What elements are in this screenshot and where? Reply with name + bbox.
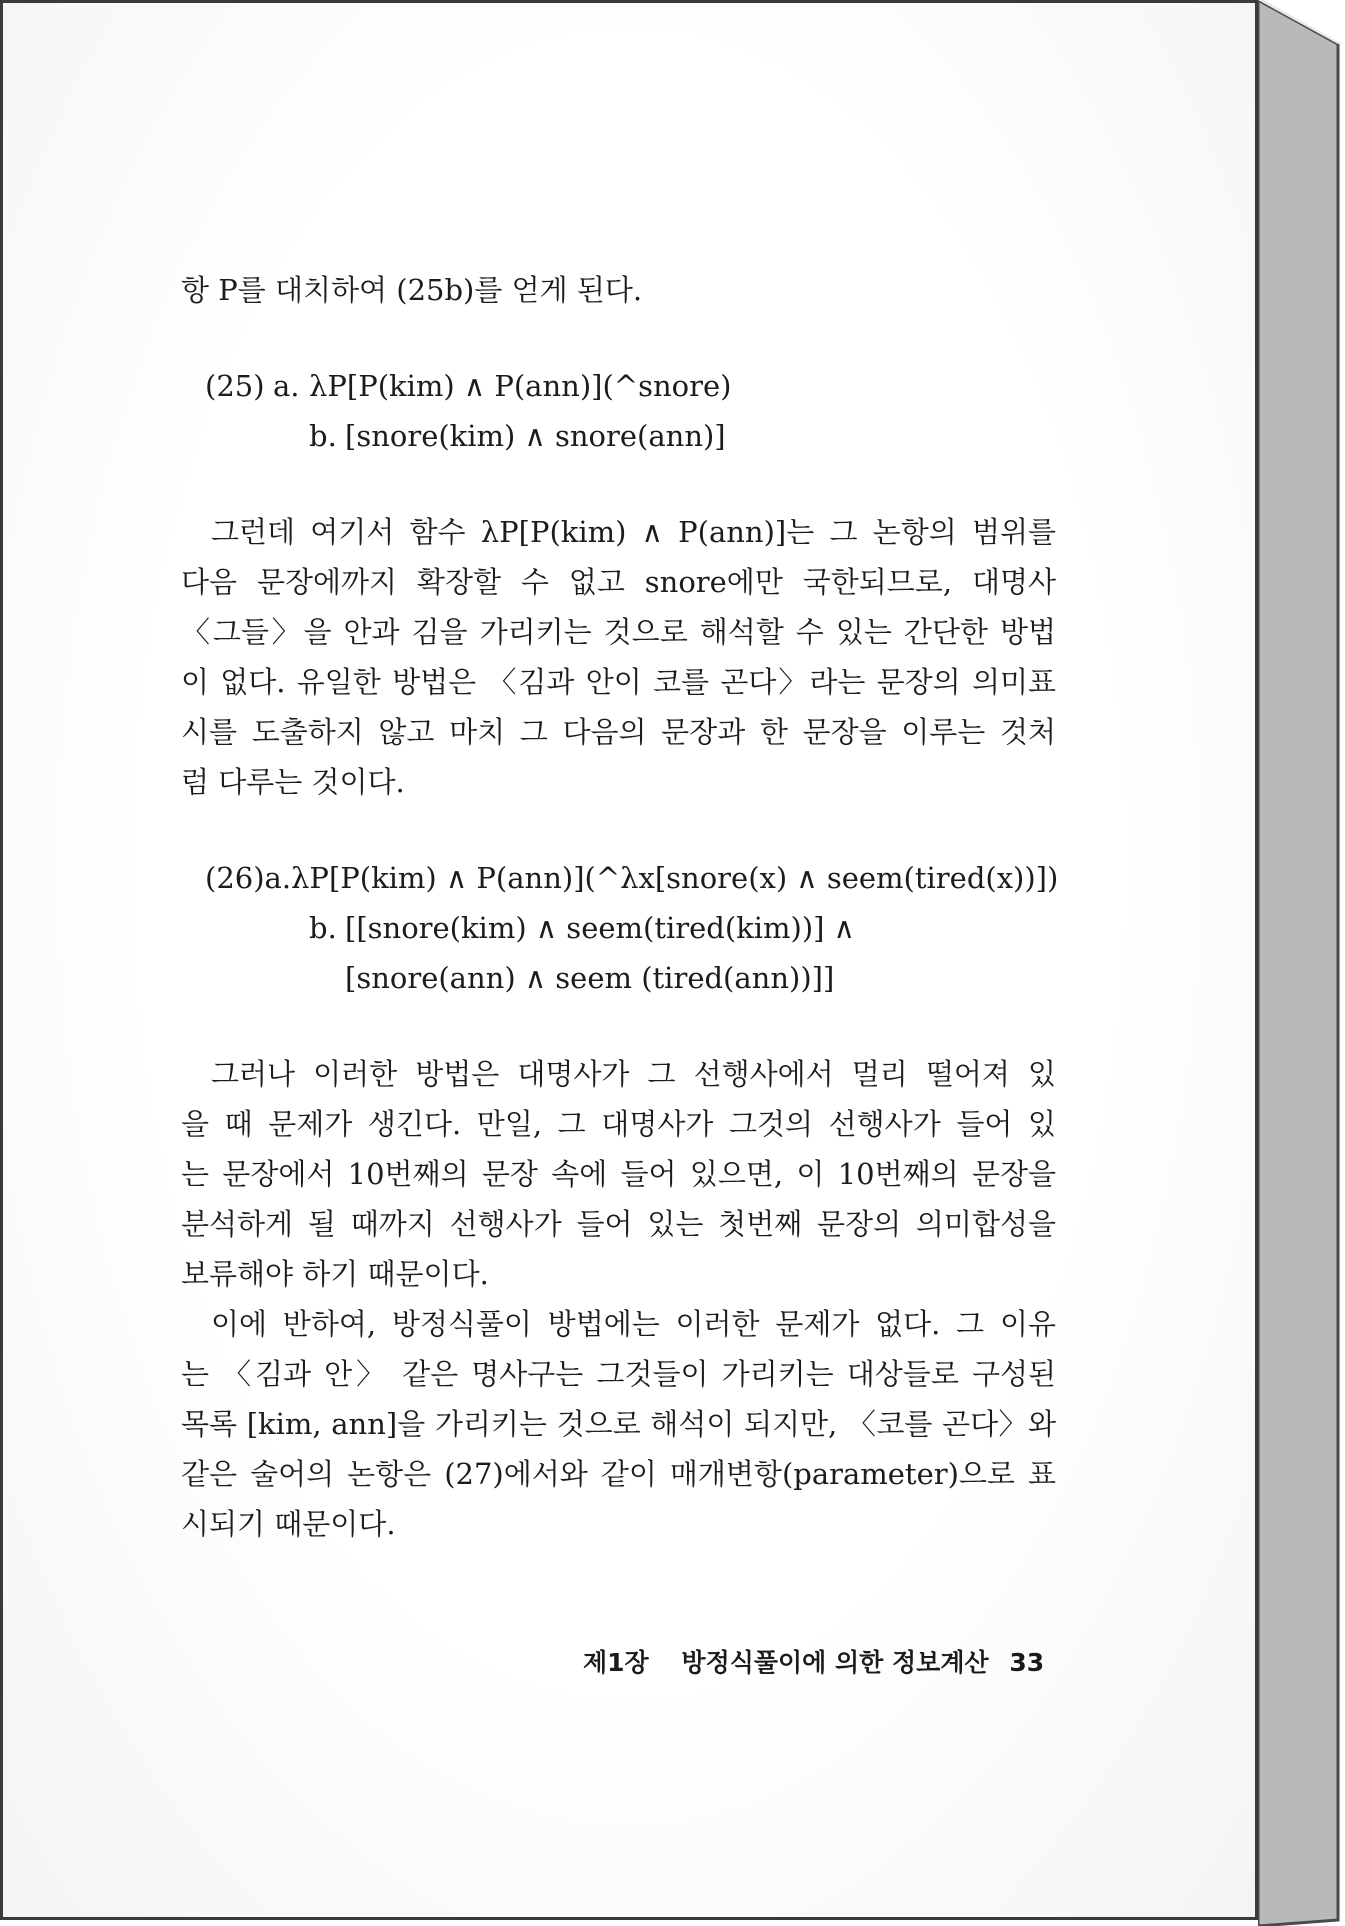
footer-chapter: 제1장 — [583, 1648, 649, 1677]
paragraph-line: 분석하게 될 때까지 선행사가 들어 있는 첫번째 문장의 의미합성을 — [181, 1207, 1056, 1241]
paragraph-3 — [181, 1299, 1056, 1549]
paragraph-line: 보류해야 하기 때문이다. — [181, 1257, 489, 1291]
paragraph-line: 시를 도출하지 않고 마치 그 다음의 문장과 한 문장을 이루는 것처 — [181, 715, 1056, 749]
page-number: 33 — [1009, 1648, 1045, 1677]
example-25 — [181, 361, 1056, 461]
paragraph-line: 을 때 문제가 생긴다. 만일, 그 대명사가 그것의 선행사가 들어 있 — [181, 1107, 1056, 1141]
formula: λP[P(kim) ∧ P(ann)](^snore) — [309, 369, 732, 403]
example-25-a — [181, 361, 1056, 411]
paragraph-line: 는 〈김과 안〉 같은 명사구는 그것들이 가리키는 대상들로 구성된 — [181, 1357, 1056, 1391]
example-letter: b. — [309, 911, 337, 945]
page-body — [181, 265, 1059, 1595]
paragraph-line: 〈그들〉을 안과 김을 가리키는 것으로 해석할 수 있는 간단한 방법 — [181, 615, 1056, 649]
book-edge-3d — [1258, 0, 1345, 1926]
paragraph-2 — [181, 1049, 1056, 1299]
paragraph-line: 럼 다루는 것이다. — [181, 765, 405, 799]
example-number: (26) — [205, 861, 265, 895]
paragraph-line: 목록 [kim, ann]을 가리키는 것으로 해석이 되지만, 〈코를 곤다〉와 — [181, 1407, 1056, 1441]
example-26-b — [181, 903, 1056, 953]
paragraph-line: 그런데 여기서 함수 λP[P(kim) ∧ P(ann)]는 그 논항의 범위를 — [211, 515, 1056, 549]
example-26-b-continued: [snore(ann) ∧ seem (tired(ann))]] — [345, 961, 835, 995]
formula: [[snore(kim) ∧ seem(tired(kim))] ∧ — [345, 911, 855, 945]
paragraph-1 — [181, 507, 1056, 807]
paragraph-line: 이 없다. 유일한 방법은 〈김과 안이 코를 곤다〉라는 문장의 의미표 — [181, 665, 1056, 699]
paragraph-line: 그러나 이러한 방법은 대명사가 그 선행사에서 멀리 떨어져 있 — [211, 1057, 1056, 1091]
paragraph-line: 시되기 때문이다. — [181, 1507, 396, 1541]
example-number: (25) — [205, 369, 265, 403]
footer-title: 방정식풀이에 의한 정보계산 — [681, 1648, 989, 1677]
formula: [snore(kim) ∧ snore(ann)] — [345, 419, 726, 453]
paragraph-line: 같은 술어의 논항은 (27)에서와 같이 매개변항(parameter)으로 표 — [181, 1457, 1056, 1491]
formula: λP[P(kim) ∧ P(ann)](^λx[snore(x) ∧ seem(tired(x))]) — [291, 861, 1059, 895]
example-letter: a. — [264, 861, 292, 895]
example-26-a — [181, 853, 1059, 903]
paragraph-line: 는 문장에서 10번째의 문장 속에 들어 있으면, 이 10번째의 문장을 — [181, 1157, 1056, 1191]
example-letter: b. — [309, 419, 337, 453]
example-26 — [181, 853, 1059, 1003]
running-footer — [583, 1643, 1045, 1679]
intro-line: 항 P를 대치하여 (25b)를 얻게 된다. — [181, 273, 643, 307]
example-25-b — [181, 411, 1056, 461]
paragraph-line: 이에 반하여, 방정식풀이 방법에는 이러한 문제가 없다. 그 이유 — [211, 1307, 1056, 1341]
example-letter: a. — [273, 369, 300, 403]
paragraph-line: 다음 문장에까지 확장할 수 없고 snore에만 국한되므로, 대명사 — [181, 565, 1056, 599]
